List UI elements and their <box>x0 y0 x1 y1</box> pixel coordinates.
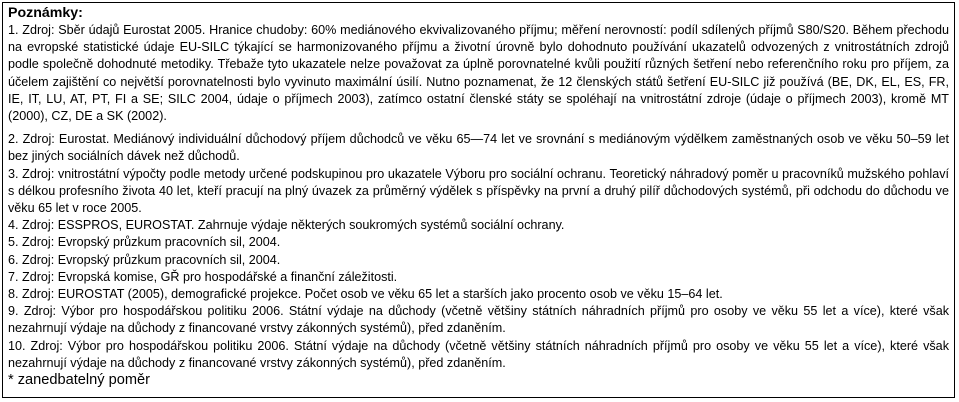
note-5: 5. Zdroj: Evropský průzkum pracovních sil, 2004. <box>8 235 281 250</box>
notes-box <box>2 2 955 398</box>
note-9: 9. Zdroj: Výbor pro hospodářskou politiku 2006. Státní výdaje na důchody (včetně většiny státních náhradních příjmů pro osoby ve věku 55 let a více), které však nezahrnují výdaje na důchody z financované vrstvy zákonných systémů), před zdaněním. <box>8 304 949 336</box>
note-10: 10. Zdroj: Výbor pro hospodářskou politiku 2006. Státní výdaje na důchody (včetně většiny státních náhradních příjmů pro osoby ve věku 55 let a více), které však nezahrnují výdaje na důchody z financované vrstvy zákonných systémů), před zdaněním. <box>8 338 949 370</box>
notes-heading: Poznámky: <box>8 5 83 21</box>
note-4: 4. Zdroj: ESSPROS, EUROSTAT. Zahrnuje výdaje některých soukromých systémů sociální ochrany. <box>8 218 565 233</box>
note-3: 3. Zdroj: vnitrostátní výpočty podle metody určené podskupinou pro ukazatele Výboru pro sociální ochranu. Teoretický náhradový poměr u pracovníků mužského pohlaví s délkou profesního života 40 let, kteří pracují na plný úvazek za průměrný výdělek s příspěvky na první a druhý pilíř důchodových systémů, při odchodu do důchodu ve věku 65 let v roce 2005. <box>8 166 949 216</box>
note-6: 6. Zdroj: Evropský průzkum pracovních sil, 2004. <box>8 252 281 267</box>
note-7: 7. Zdroj: Evropská komise, GŘ pro hospodářské a finanční záležitosti. <box>8 269 398 284</box>
footnote-negligible: * zanedbatelný poměr <box>8 372 150 389</box>
note-8: 8. Zdroj: EUROSTAT (2005), demografické projekce. Počet osob ve věku 65 let a starších jako procento osob ve věku 15–64 let. <box>8 287 723 302</box>
note-1: 1. Zdroj: Sběr údajů Eurostat 2005. Hranice chudoby: 60% mediánového ekvivalizovaného příjmu; měření nerovností: podíl sdílených příjmů S80/S20. Během přechodu na evropské statistické údaje EU-SILC týkající se harmonizovaného příjmu a životní úrovně bylo dohodnuto používání ukazatelů odvozených z vnitrostátních zdrojů podle společně dohodnuté metodiky. Třebaže tyto ukazatele nelze považovat za úplně porovnatelné kvůli použití různých šetření nebo referenčního roku pro příjem, za účelem zajištění co největší porovnatelnosti bylo vyvinuto maximální úsilí. Nutno poznamenat, že 12 členských států šetření EU-SILC již používá (BE, DK, EL, ES, FR, IE, IT, LU, AT, PT, FI a SE; SILC 2004, údaje o příjmech 2003), zatímco ostatní členské státy se spoléhají na vnitrostátní zdroje (údaje o příjmech 2003), kromě MT (2000), CZ, DE a SK (2002). <box>8 23 949 124</box>
note-2: 2. Zdroj: Eurostat. Mediánový individuální důchodový příjem důchodců ve věku 65―74 let ve srovnání s mediánovým výdělkem zaměstnaných osob ve věku 50–59 let bez jiných sociálních dávek než důchodů. <box>8 132 949 164</box>
